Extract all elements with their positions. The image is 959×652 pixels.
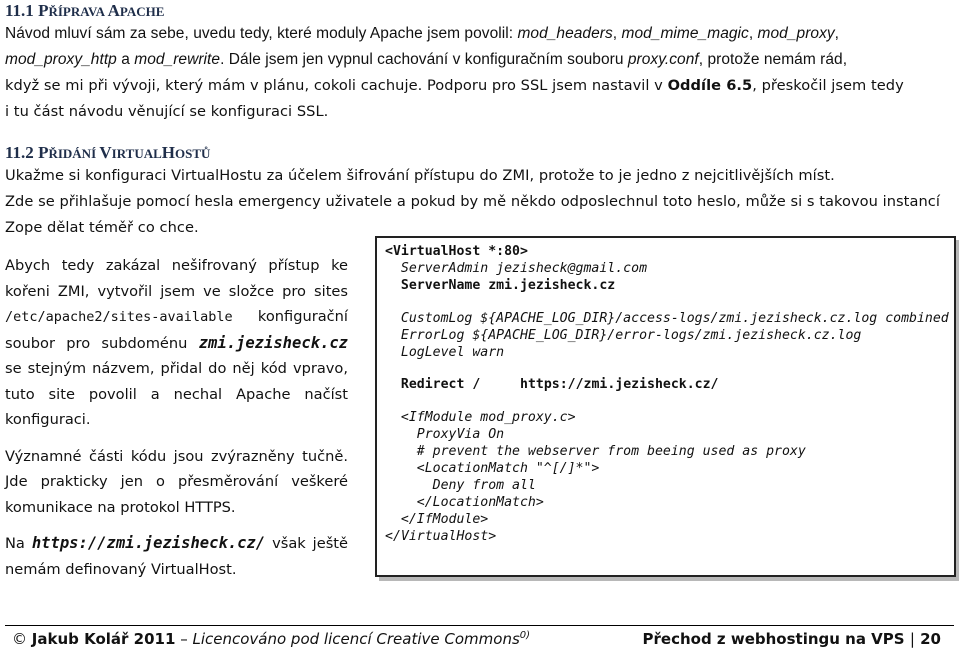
code-line: ServerAdmin jezisheck@gmail.com: [385, 261, 648, 276]
code-line: </IfModule>: [385, 512, 489, 527]
intro-line-4: i tu část návodu věnující se konfiguraci SSL.: [5, 103, 329, 120]
left-paragraph-1: Abych tedy zakázal nešifrovaný přístup ke kořeni ZMI, vytvořil jsem ve složce pro sites /etc/apache2/sites-available konfigurační soubor pro subdoménu zmi.jezisheck.cz se stejným názvem, přidal do něj kód vpravo, tuto site povolil a nechal Apache načíst konfiguraci.: [5, 257, 348, 428]
code-line: <IfModule mod_proxy.c>: [385, 410, 576, 425]
code-line: https://zmi.jezisheck.cz/: [520, 377, 719, 392]
code-line: <LocationMatch "^[/]*">: [385, 461, 600, 476]
code-line: ErrorLog ${APACHE_LOG_DIR}/error-logs/zmi.jezisheck.cz.log: [385, 328, 862, 343]
copyright-icon: ©: [12, 630, 27, 648]
code-line: </LocationMatch>: [385, 495, 544, 510]
footer-rule: [5, 625, 954, 626]
section-heading-11-1: 11.1 PŘÍPRAVA APACHE: [5, 1, 165, 20]
left-paragraph-2: Významné části kódu jsou zvýrazněny tučně. Jde prakticky jen o přesměrování veškeré komunikace na protokol HTTPS.: [5, 447, 348, 516]
code-line: LogLevel warn: [385, 345, 505, 360]
footer-left: © Jakub Kolář 2011 – Licencováno pod licencí Creative Commons$^{0)}$: [12, 630, 531, 648]
code-box: [375, 236, 956, 577]
para2-line-3: Zope dělat téměř co chce.: [5, 219, 199, 236]
code-line: # prevent the webserver from beeing used as proxy: [385, 444, 806, 459]
code-line: Redirect /: [385, 377, 481, 392]
intro-line-1: Návod mluví sám za sebe, uvedu tedy, které moduly Apache jsem povolil: mod_headers, mod_mime_magic, mod_proxy,: [5, 25, 840, 42]
footer-right: Přechod z webhostingu na VPS | 20: [642, 630, 941, 648]
left-paragraph-3: Na https://zmi.jezisheck.cz/ však ještě nemám definovaný VirtualHost.: [5, 534, 349, 578]
section-reference-link[interactable]: Oddíle 6.5: [667, 77, 753, 94]
para2-line-1: Ukažme si konfiguraci VirtualHostu za účelem šifrování přístupu do ZMI, protože to je jedno z nejcitlivějších míst.: [5, 167, 835, 184]
code-line: <VirtualHost *:80>: [385, 244, 528, 259]
intro-line-2: mod_proxy_http a mod_rewrite. Dále jsem jen vypnul cachování v konfiguračním souboru proxy.conf, protože nemám rád,: [5, 51, 848, 68]
page-number: 20: [920, 630, 941, 648]
footer-license: Licencováno pod licencí Creative Commons: [192, 630, 520, 648]
section-heading-11-2: 11.2 PŘIDÁNÍ VIRTUALHOSTŮ: [5, 143, 211, 162]
footer-author: Jakub Kolář 2011: [31, 630, 176, 648]
code-line: CustomLog ${APACHE_LOG_DIR}/access-logs/zmi.jezisheck.cz.log combined: [385, 311, 949, 326]
left-column: [5, 253, 348, 593]
footer-doc-title: Přechod z webhostingu na VPS: [642, 630, 905, 648]
para2-line-2: Zde se přihlašuje pomocí hesla emergency uživatele a pokud by mě někdo odposlechnul toto heslo, může si s takovou instancí: [5, 193, 940, 210]
code-line: ProxyVia On: [385, 427, 505, 442]
code-line: ServerName zmi.jezisheck.cz: [385, 278, 616, 293]
code-line: Deny from all: [385, 478, 536, 493]
intro-line-3: když se mi při vývoji, který mám v plánu, cokoli cachuje. Podporu pro SSL jsem nastavil v Oddíle 6.5, přeskočil jsem tedy: [5, 77, 904, 94]
code-line: </VirtualHost>: [385, 529, 497, 544]
